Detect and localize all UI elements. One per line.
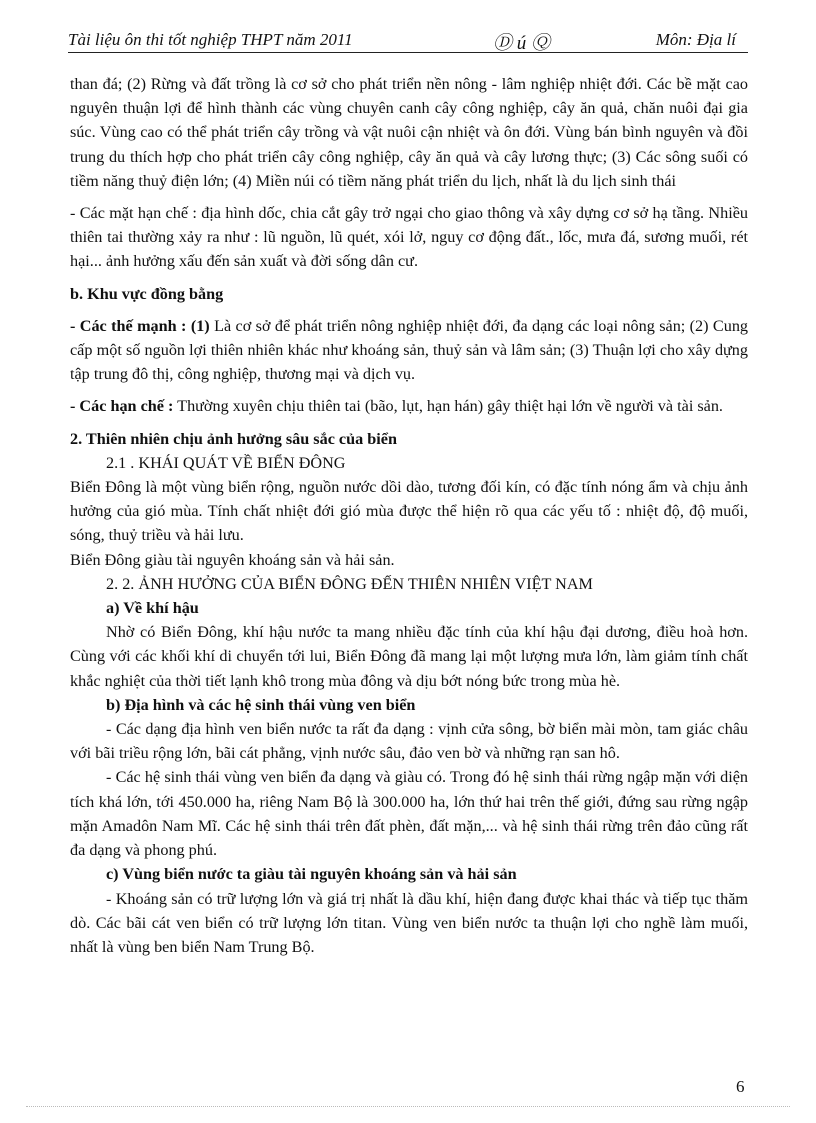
heading-section-2: 2. Thiên nhiên chịu ảnh hưởng sâu sắc của biển — [70, 429, 397, 448]
text-plains-strengths: Là cơ sở để phát triển nông nghiệp nhiệt đới, đa dạng các loại nông sản; (2) Cung cấp một số nguồn lợi thiên nhiên khác như khoáng sản, thuỷ sản và lâm sản; (3) Thuận lợi cho xây dựng tập trung đô thị, công nghiệp, thương mại và dịch vụ. — [70, 316, 749, 384]
header-subject: Môn: Địa lí — [655, 30, 736, 49]
text-plains-limitations: Thường xuyên chịu thiên tai (bão, lụt, hạn hán) gây thiệt hại lớn về người và tài sản. — [173, 397, 723, 416]
page-number: 6 — [736, 1077, 745, 1096]
page-header — [68, 30, 748, 52]
footer-divider — [26, 1106, 790, 1107]
page-content — [70, 72, 748, 959]
paragraph-coastal-ecosystems: - Các hệ sinh thái vùng ven biển đa dạng và giàu có. Trong đó hệ sinh thái rừng ngập mặn với diện tích khá lớn, tới 450.000 ha, riêng Nam Bộ là 300.000 ha, lớn thứ hai trên thế giới, đứng sau rừng ngập mặn Amadôn Nam Mĩ. Các hệ sinh thái trên đất phèn, đất mặn,... và hệ sinh thái rừng trên đảo cũng rất đa dạng và phong phú. — [70, 768, 748, 860]
paragraph-plains-limitations — [70, 394, 748, 418]
paragraph-coastal-landforms: - Các dạng địa hình ven biển nước ta rất đa dạng : vịnh cửa sông, bờ biển mài mòn, tam giác châu với bãi triều rộng lớn, bãi cát phẳng, vịnh nước sâu, đảo ven bờ và những rạn san hô. — [70, 720, 748, 763]
label-limitations: - Các hạn chế : — [70, 397, 174, 416]
header-document-title: Tài liệu ôn thi tốt nghiệp THPT năm 2011 — [68, 30, 353, 49]
heading-plains: b. Khu vực đồng bằng — [70, 284, 224, 303]
paragraph-climate: Nhờ có Biển Đông, khí hậu nước ta mang nhiều đặc tính của khí hậu đại dương, điều hoà hơn. Cùng với các khối khí di chuyển tới lui, Biển Đông đã mang lại một lượng mưa lớn, làm giảm tính chất khắc nghiệt của thời tiết lạnh khô trong mùa đông và dịu bớt nóng bức trong mùa hè. — [70, 623, 748, 690]
paragraph-mountain-limitations: - Các mặt hạn chế : địa hình dốc, chia cắt gây trở ngại cho giao thông và xây dựng cơ sở hạ tầng. Nhiều thiên tai thường xảy ra như : lũ nguồn, lũ quét, xói lở, nguy cơ động đất., lốc, mưa đá, sương muối, rét hại... ảnh hưởng xấu đến sản xuất và đời sống dân cư. — [70, 204, 748, 271]
header-divider — [68, 52, 748, 53]
label-strengths: - Các thế mạnh : — [70, 316, 187, 335]
heading-section-2-1: 2.1 . KHÁI QUÁT VỀ BIỂN ĐÔNG — [106, 453, 346, 472]
heading-marine-resources: c) Vùng biển nước ta giàu tài nguyên khoáng sản và hải sản — [106, 865, 517, 884]
header-ornament: Ⓓ ú Ⓠ — [493, 33, 551, 54]
paragraph-plains-strengths — [70, 314, 748, 387]
heading-section-2-2: 2. 2. ẢNH HƯỞNG CỦA BIỂN ĐÔNG ĐẾN THIÊN NHIÊN VIỆT NAM — [106, 574, 593, 593]
heading-coastal-terrain: b) Địa hình và các hệ sinh thái vùng ven biển — [106, 695, 416, 714]
heading-climate: a) Về khí hậu — [106, 599, 199, 618]
paragraph-east-sea-resources: Biển Đông giàu tài nguyên khoáng sản và hải sản. — [70, 550, 395, 569]
paragraph-minerals: - Khoáng sản có trữ lượng lớn và giá trị nhất là dầu khí, hiện đang được khai thác và tiếp tục thăm dò. Các bãi cát ven biển có trữ lượng lớn titan. Vùng ven biển nước ta thuận lợi cho nghề làm muối, nhất là vùng ben biển Nam Trung Bộ. — [70, 889, 748, 956]
label-strengths-number: (1) — [190, 316, 210, 335]
paragraph-east-sea-overview: Biển Đông là một vùng biển rộng, nguồn nước dồi dào, tương đối kín, có đặc tính nóng ẩm và chịu ảnh hưởng của gió mùa. Tính chất nhiệt đới gió mùa được thể hiện rõ qua các yếu tố : nhiệt độ, độ muối, sóng, thuỷ triều và hải lưu. — [70, 478, 748, 545]
paragraph-mountain-strengths: than đá; (2) Rừng và đất trồng là cơ sở cho phát triển nền nông - lâm nghiệp nhiệt đới. Các bề mặt cao nguyên thuận lợi để hình thành các vùng chuyên canh cây công nghiệp, cây ăn quả, chăn nuôi đại gia súc. Vùng cao có thể phát triển cây trồng và vật nuôi cận nhiệt và ôn đới. Vùng bán bình nguyên và đồi trung du thích hợp cho phát triển cây công nghiệp, cây ăn quả và cây lương thực; (3) Các sông suối có tiềm năng thuỷ điện lớn; (4) Miền núi có tiềm năng phát triển du lịch, nhất là du lịch sinh thái — [70, 75, 748, 190]
